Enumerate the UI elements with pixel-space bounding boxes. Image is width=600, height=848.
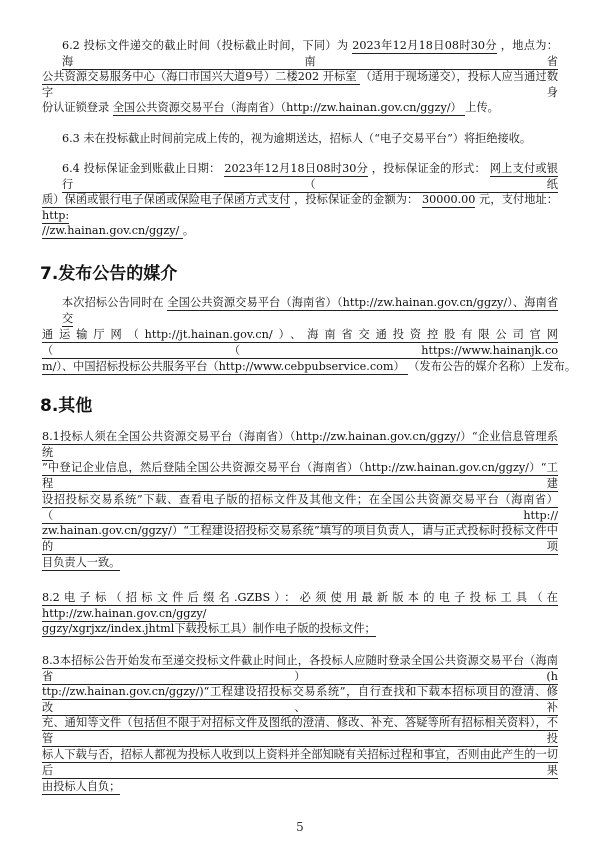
page-number: 5 <box>296 820 304 834</box>
underlined-text: 8.2电子标（招标文件后缀名.GZBS）：必须使用最新版本的电子投标工具（在http://zw.hainan.gov.cn/ggzy/ <box>42 591 558 620</box>
underlined-text: 通运输厅网（http://jt.hainan.gov.cn/）、海南省交通投资控股有限公司官网（（https://www.hainanjk.co <box>42 328 558 357</box>
text-segment: 份认证锁登录 <box>42 101 113 114</box>
underlined-text: 全国公共资源交易平台（海南省）（http://zw.hainan.gov.cn/ggzy/） <box>112 101 466 114</box>
text-line <box>62 295 559 325</box>
text-line <box>42 100 558 116</box>
section-heading: 8.其他 <box>40 396 93 416</box>
underlined-text: 30000.00 <box>421 193 476 206</box>
text-line <box>42 590 558 620</box>
text-segment: 6.4 投标保证金到账截止日期： <box>62 162 225 175</box>
text-segment: （发布公告的媒介名称）上发布。 <box>408 360 577 373</box>
text-line <box>42 684 558 714</box>
underlined-text: 充、通知等文件（包括但不限于对招标文件及图纸的澄清、修改、补充、答疑等所有招标相关资料），不管投 <box>42 716 558 745</box>
underlined-text: 全国公共资源交易平台（海南省）（http://zw.hainan.gov.cn/ggzy/）、海南省交 <box>62 296 559 325</box>
underlined-text: m/）、中国招标投标公共服务平台（http://www.cebpubservice.com） <box>42 360 409 373</box>
text-line <box>42 555 558 571</box>
underlined-text: 8.1投标人须在全国公共资源交易平台（海南省）（http://zw.hainan.gov.cn/ggzy/）“企业信息管理系统 <box>42 430 558 459</box>
underlined-text: 设招投标交易系统”下载、查看电子版的招标文件及其他文件；在全国公共资源交易平台（海南省）（http:// <box>42 493 558 522</box>
text-line <box>62 161 558 191</box>
text-line <box>42 429 558 459</box>
underlined-text: //zw.hainan.gov.cn/ggzy/ <box>42 224 183 237</box>
text-line <box>42 715 558 745</box>
underlined-text: 海南省 <box>62 55 558 68</box>
underlined-text: ggzy/xgrjxz/index.jhtml下载投标工具）制作电子版的投标文件； <box>42 622 376 635</box>
text-segment: ，地点为： <box>496 39 558 52</box>
text-line <box>42 460 558 490</box>
underlined-text: 公共资源交易服务中心（海口市国兴大道9号）二楼202 开标室 <box>42 70 361 83</box>
text-segment: 本次招标公告同时在 <box>62 296 168 309</box>
underlined-text: ”中登记企业信息，然后登陆全国公共资源交易平台（海南省）（http://zw.hainan.gov.cn/ggzy/）“工程建 <box>42 461 558 490</box>
underlined-text: http: <box>42 209 70 222</box>
underlined-text: zw.hainan.gov.cn/ggzy/）“工程建设招投标交易系统”填写的项目负责人，请与正式投标时投标文件中的项 <box>42 524 558 553</box>
underlined-text: 标人下载与否，招标人都视为投标人收到以上资料并全部知晓有关招标过程和事宜，否则由此产生的一切后果 <box>42 748 558 777</box>
text-segment: ，投标保证金的金额为： <box>290 193 422 206</box>
text-line <box>42 223 558 239</box>
text-line <box>42 747 558 777</box>
underlined-text: ttp://zw.hainan.gov.cn/ggzy/)“工程建设招投标交易系统”，自行查找和下载本招标项目的澄清、修改、补 <box>42 685 558 714</box>
text-segment: 上传。 <box>465 101 499 114</box>
text-line <box>42 192 558 222</box>
underlined-text: 2023年12月18日08时30分 <box>224 162 368 175</box>
underlined-text: 2023年12月18日08时30分 <box>352 39 497 52</box>
underlined-text: 目负责人一致。 <box>42 556 121 569</box>
text-line <box>42 653 558 683</box>
text-line <box>62 131 558 147</box>
text-line <box>42 327 558 357</box>
section-heading: 7.发布公告的媒介 <box>40 264 178 284</box>
text-line <box>42 779 558 795</box>
underlined-text: 8.3本招标公告开始发布至递交投标文件截止时间止，各投标人应随时登录全国公共资源交易平台（海南省）(h <box>42 654 558 683</box>
text-line <box>42 523 558 553</box>
text-line <box>42 621 558 637</box>
underlined-text: 质）保函或银行电子保函或保险电子保函方式支付 <box>42 193 291 206</box>
text-segment: 6.3 未在投标截止时间前完成上传的，视为逾期送达，招标人（“电子交易平台”）将拒绝接收。 <box>62 132 532 145</box>
text-segment: ，投标保证金的形式： <box>368 162 490 175</box>
text-segment: 6.2 投标文件递交的截止时间（投标截止时间，下同）为 <box>62 39 353 52</box>
text-line <box>42 359 577 375</box>
underlined-text: 由投标人自负； <box>42 780 121 793</box>
text-line <box>42 492 558 522</box>
text-segment: 。 <box>182 224 195 237</box>
text-line <box>42 69 559 99</box>
text-line <box>62 38 558 68</box>
underlined-text: 网上支付或银行（纸 <box>62 162 558 191</box>
text-segment: （适用于现场递交），投标人应当通过数字身 <box>42 70 559 99</box>
text-segment: 元，支付地址： <box>475 193 558 206</box>
